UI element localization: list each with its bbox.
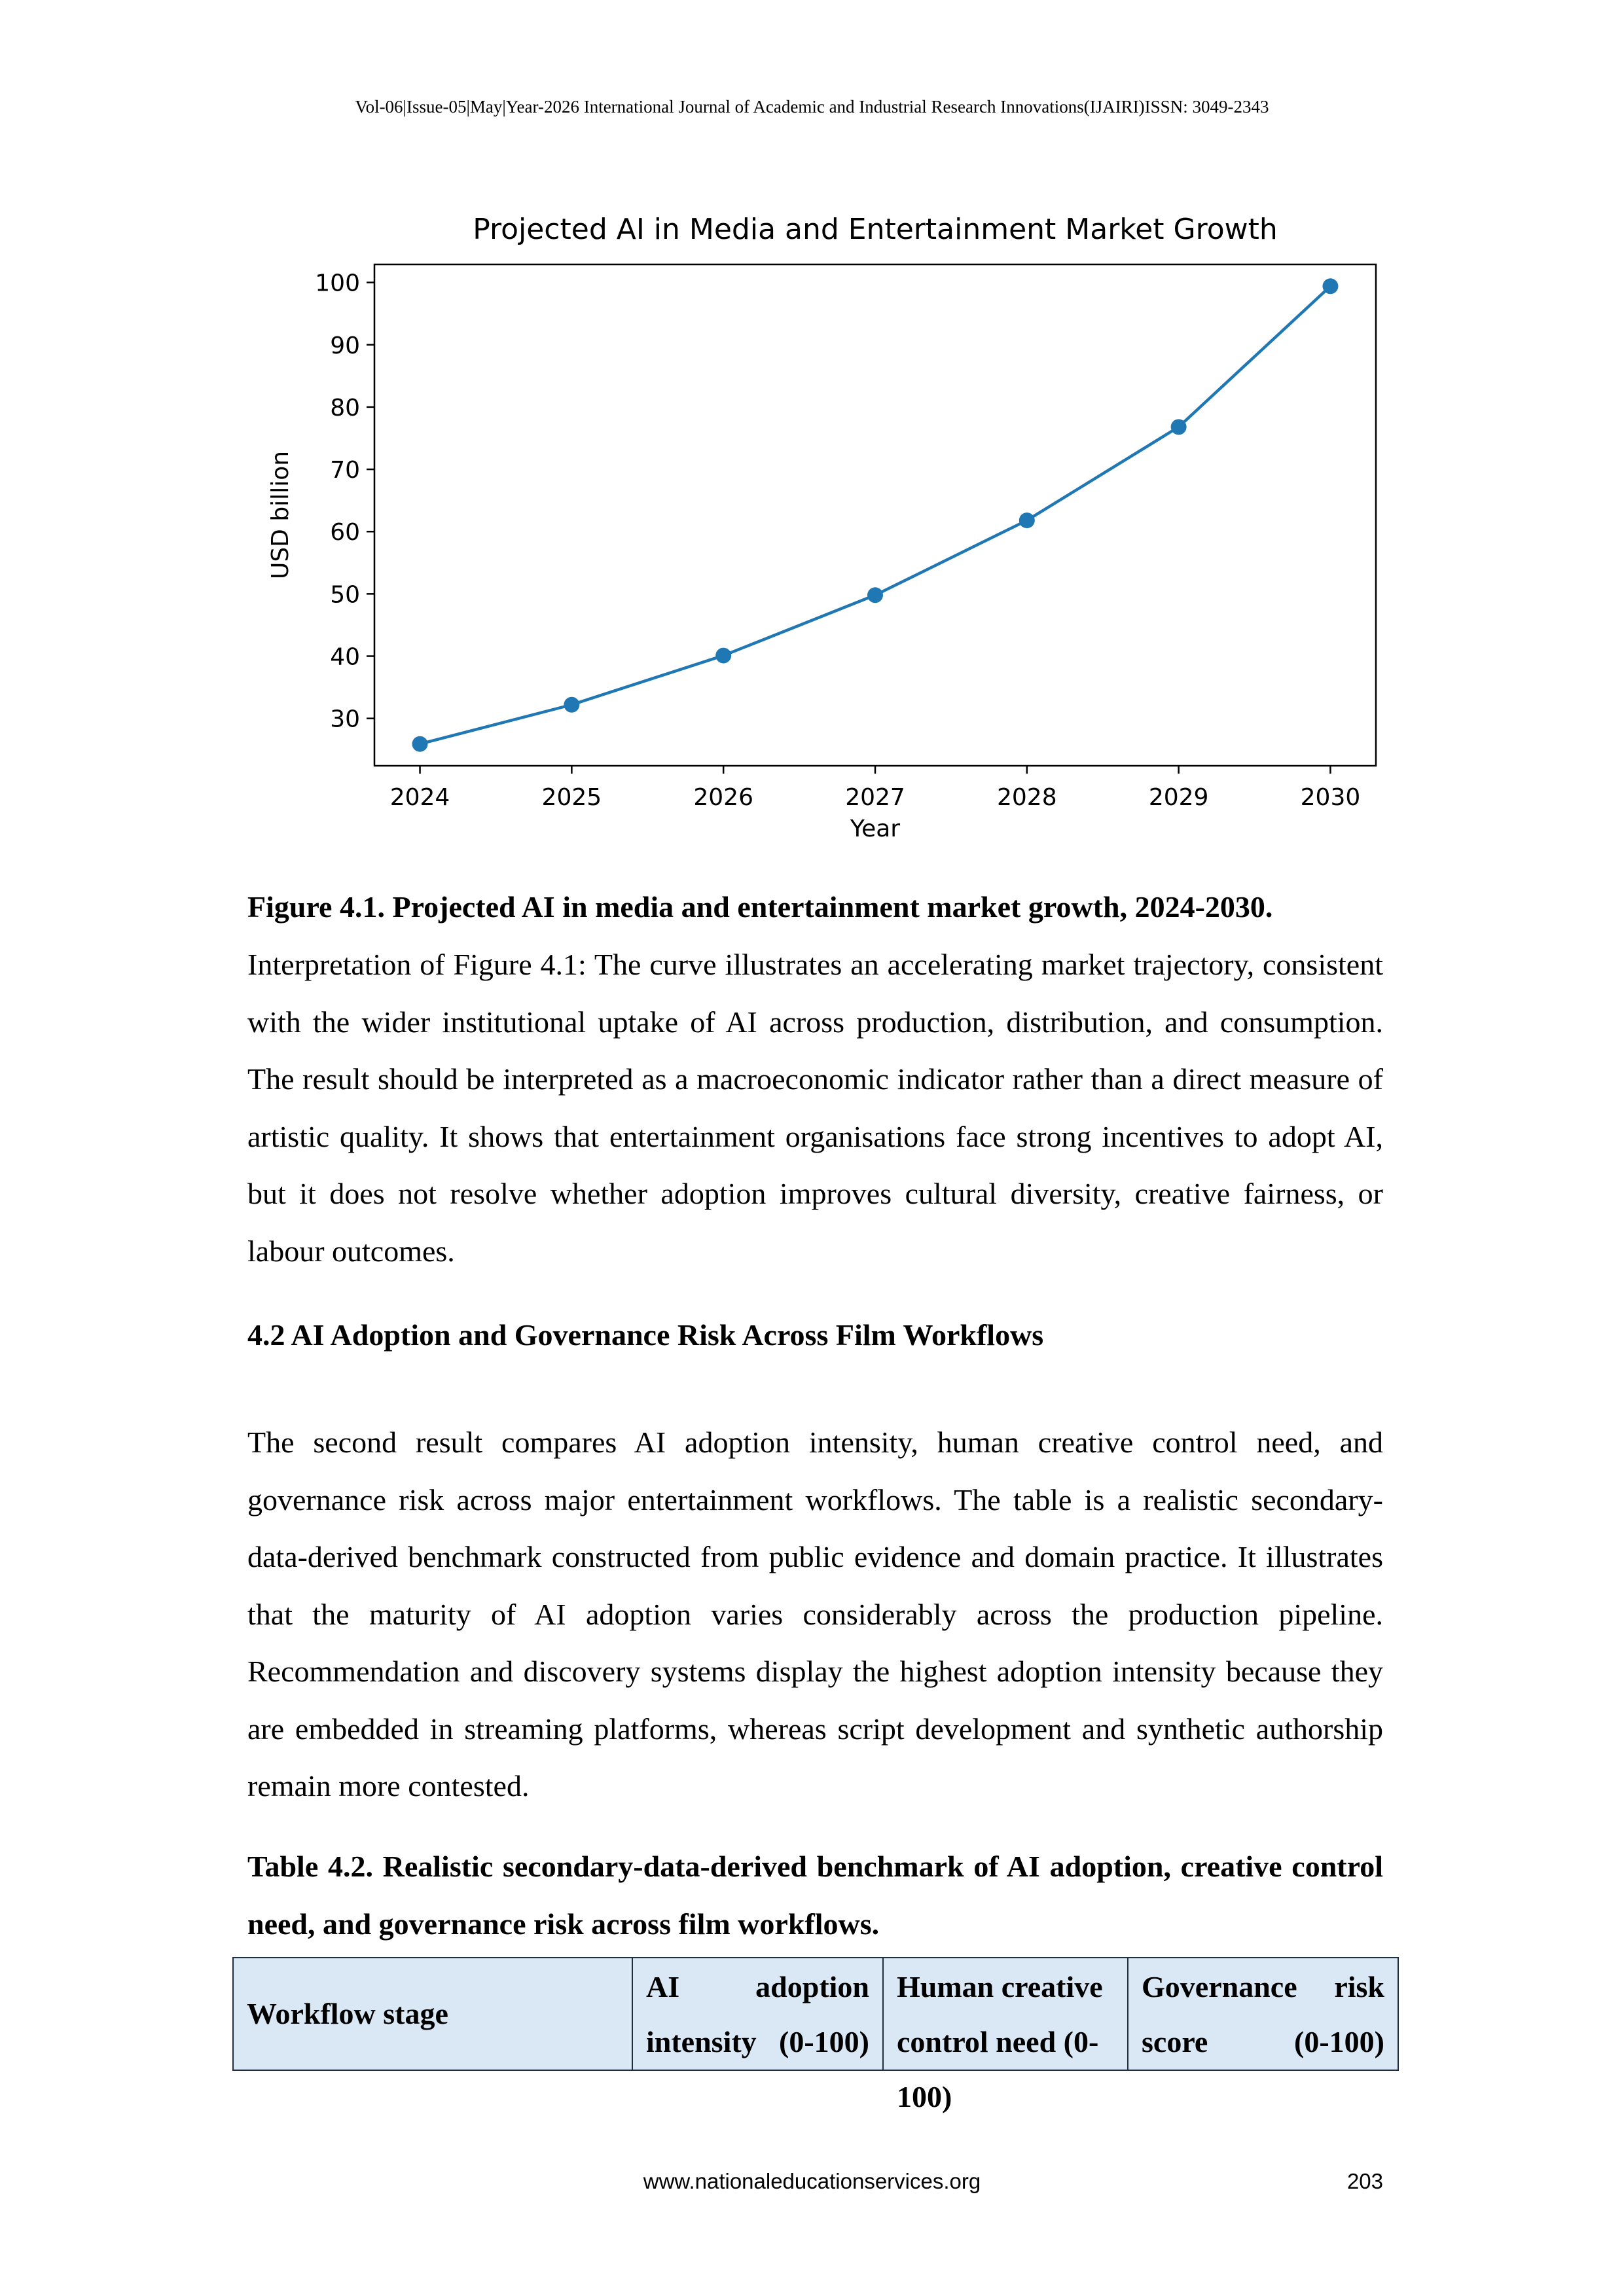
data-point — [1322, 278, 1338, 294]
data-point — [867, 587, 883, 603]
benchmark-table — [232, 1957, 1399, 2113]
y-tick-label: 60 — [330, 519, 360, 547]
table-header-cell — [883, 1958, 1128, 2113]
x-tick-label: 2029 — [1148, 784, 1209, 811]
y-tick-label: 80 — [330, 394, 360, 422]
y-tick-label: 100 — [315, 270, 360, 297]
y-tick-label: 70 — [330, 457, 360, 484]
table-header-text: Governance risk score (0-100) — [1142, 1970, 1384, 2058]
table-header-cell — [1128, 1958, 1398, 2070]
table-header-cell — [632, 1958, 883, 2070]
section-heading: 4.2 AI Adoption and Governance Risk Across Film Workflows — [247, 1318, 1044, 1352]
footer-url: www.nationaleducationservices.org — [643, 2169, 981, 2193]
x-tick-label: 2028 — [997, 784, 1057, 811]
data-point — [412, 736, 428, 752]
x-tick-label: 2027 — [845, 784, 905, 811]
table-header-cell: Workflow stage — [233, 1958, 632, 2070]
page-number: 203 — [1346, 2169, 1383, 2193]
x-tick-label: 2030 — [1300, 784, 1361, 811]
table-header-row — [233, 1958, 1398, 2070]
series-layer — [412, 278, 1339, 751]
y-tick-label: 40 — [330, 643, 360, 671]
y-axis-label: USD billion — [267, 450, 294, 580]
plot-frame — [374, 264, 1376, 766]
x-axis-ticks — [390, 766, 1361, 811]
y-axis-ticks — [315, 270, 374, 733]
data-point — [715, 648, 731, 664]
y-tick-label: 30 — [330, 706, 360, 733]
section-paragraph: The second result compares AI adoption intensity, human creative control need, and governance risk across major entertainment workflows. The table is a realistic secondary-data-derived benchmark constructed from public evidence and domain practice. It illustrates that the maturity of AI adoption varies considerably across the production pipeline. Recommendation and discovery systems display the highest adoption intensity because they are embedded in streaming platforms, whereas script development and synthetic authorship remain more contested. — [247, 1426, 1383, 1803]
y-tick-label: 50 — [330, 581, 360, 609]
data-point — [564, 697, 579, 713]
series-line — [420, 286, 1331, 744]
table-caption: Table 4.2. Realistic secondary-data-derived benchmark of AI adoption, creative control need, and governance risk across film workflows. — [247, 1850, 1383, 1941]
data-point — [1171, 419, 1187, 435]
running-head: Vol-06|Issue-05|May|Year-2026 International Journal of Academic and Industrial Research Innovations(IJAIRI)ISSN: 3049-2343 — [355, 97, 1269, 117]
table-header-text: AI adoption intensity (0-100) — [646, 1970, 869, 2058]
line-chart — [249, 209, 1388, 851]
x-tick-label: 2025 — [541, 784, 602, 811]
chart-title: Projected AI in Media and Entertainment Market Growth — [473, 213, 1278, 246]
x-axis-label: Year — [850, 816, 901, 842]
x-tick-label: 2026 — [693, 784, 753, 811]
data-point — [1019, 512, 1035, 528]
figure-interpretation: Interpretation of Figure 4.1: The curve illustrates an accelerating market trajectory, consistent with the wider institutional uptake of AI across production, distribution, and consumption. The result should be interpreted as a macroeconomic indicator rather than a direct measure of artistic quality. It shows that entertainment organisations face strong incentives to adopt AI, but it does not resolve whether adoption improves cultural diversity, creative fairness, or labour outcomes. — [247, 948, 1383, 1268]
y-tick-label: 90 — [330, 332, 360, 359]
x-tick-label: 2024 — [389, 784, 450, 811]
figure-caption: Figure 4.1. Projected AI in media and entertainment market growth, 2024-2030. — [247, 890, 1273, 924]
table-header-text: Human creative control need (0-100) — [897, 1970, 1103, 2113]
